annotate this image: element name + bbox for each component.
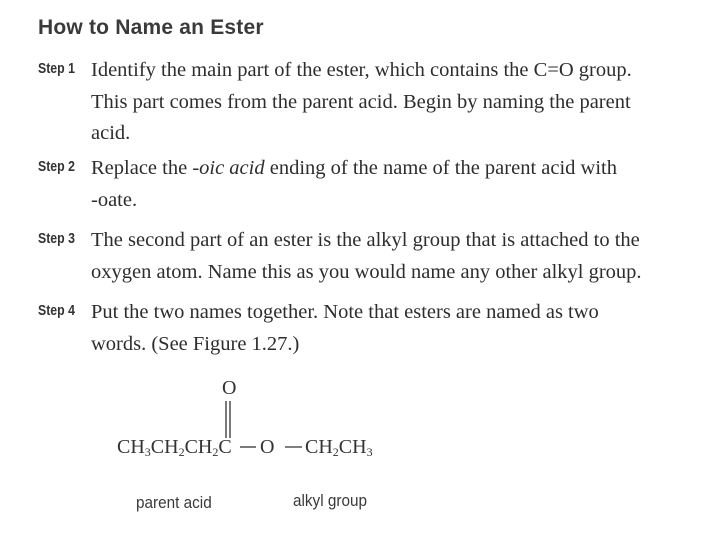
step-1-line-2: This part comes from the parent acid. Begin by naming the parent xyxy=(91,90,631,113)
acid-ch-2: CH xyxy=(150,436,179,458)
alkyl-part-formula xyxy=(305,436,373,460)
acid-sub-2b: 2 xyxy=(212,445,219,459)
page-title: How to Name an Ester xyxy=(38,16,264,39)
step-2-oic-acid-term: -oic acid xyxy=(192,157,265,179)
step-3-line-2: oxygen atom. Name this as you would name any other alkyl group. xyxy=(91,260,642,283)
alkyl-ch-2: CH xyxy=(338,436,367,458)
step-4-label: Step 4 xyxy=(38,302,75,319)
parent-acid-label: parent acid xyxy=(136,493,212,512)
step-1-line-3: acid. xyxy=(91,122,131,144)
bridge-oxygen: O xyxy=(260,436,275,458)
alkyl-group-label: alkyl group xyxy=(293,491,367,510)
acid-sub-2a: 2 xyxy=(178,445,185,459)
step-4-line-1: Put the two names together. Note that esters are named as two xyxy=(91,301,599,323)
alkyl-ch-1: CH xyxy=(305,436,333,458)
alkyl-sub-3: 3 xyxy=(366,445,373,459)
step-1-label: Step 1 xyxy=(38,60,75,77)
step-1-line-1: Identify the main part of the ester, which contains the C=O group. xyxy=(91,59,632,81)
acid-carbonyl-c: C xyxy=(218,436,232,458)
alkyl-sub-2: 2 xyxy=(332,445,339,459)
acid-part-formula xyxy=(117,436,232,460)
step-2-line-1-pre: Replace the xyxy=(91,157,193,179)
step-3-line-1: The second part of an ester is the alkyl group that is attached to the xyxy=(91,229,640,251)
acid-ch-1: CH xyxy=(117,436,145,458)
step-4-line-2: words. (See Figure 1.27.) xyxy=(91,332,300,355)
step-3-label: Step 3 xyxy=(38,230,75,247)
acid-ch-3: CH xyxy=(184,436,213,458)
step-2-line-1-post: ending of the name of the parent acid with xyxy=(264,157,617,179)
acid-sub-3: 3 xyxy=(144,445,151,459)
step-2-label: Step 2 xyxy=(38,158,75,175)
carbonyl-oxygen: O xyxy=(222,377,237,399)
step-2-line-2: -oate. xyxy=(91,188,138,211)
